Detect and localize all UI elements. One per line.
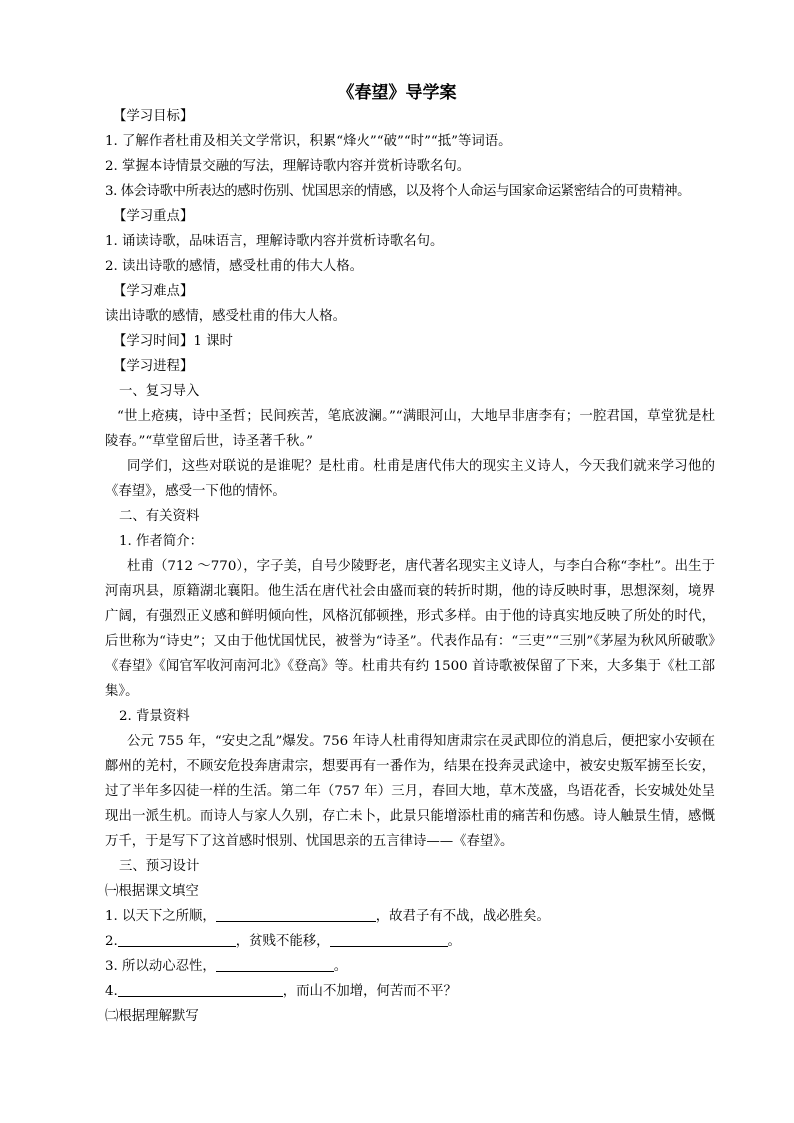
goals-heading: 【学习目标】	[113, 109, 194, 124]
section3-heading: 三、预习设计	[119, 859, 200, 874]
author-intro-text: 杜甫（712 ～770），字子美，自号少陵野老，唐代著名现实主义诗人，与李白合称“李杜”。出生于河南巩县，原籍湖北襄阳。他生活在唐代社会由盛而衰的转折时期，他的诗反映时事，思想深刻，境界广阔，有强烈正义感和鲜明倾向性，风格沉郁顿挫，形式多样。由于他的诗真实地反映了所处的时代，后世称为“诗史”；又由于他忧国忧民，被誉为“诗圣”。代表作品有：“三吏”“三别”《茅屋为秋风所破歌》《春望》《闻官军收河南河北》《登高》等。杜甫共有约 1500 首诗歌被保留了下来，大多集于《杜工部集》。	[105, 559, 715, 699]
fill-item-4-blank[interactable]	[118, 982, 283, 997]
difficulty-text: 读出诗歌的感情，感受杜甫的伟大人格。	[105, 309, 347, 324]
fill-item-1-suffix: ，故君子有不战，战必胜矣。	[375, 909, 550, 924]
fill-item-2-blank-a[interactable]	[118, 932, 236, 947]
study-time: 【学习时间】1 课时	[113, 334, 233, 349]
section1-intro: 同学们，这些对联说的是谁呢？是杜甫。杜甫是唐代伟大的现实主义诗人，今天我们就来学习他的《春望》，感受一下他的情怀。	[105, 459, 715, 499]
fill-item-3	[105, 954, 715, 979]
fill-item-1-prefix: 1. 以天下之所顺，	[105, 909, 216, 924]
section1-couplets: “世上疮痍，诗中圣哲；民间疾苦，笔底波澜。”“满眼河山，大地早非唐李有；一腔君国，草堂犹是杜陵春。”“草堂留后世，诗圣著千秋。”	[105, 409, 715, 449]
fill-item-3-blank[interactable]	[216, 957, 334, 972]
fill-item-4	[105, 979, 715, 1004]
document-body	[105, 104, 715, 1029]
process-heading: 【学习进程】	[113, 359, 194, 374]
goal-item-1: 1. 了解作者杜甫及相关文学常识，积累“烽火”“破”“时”“抵”等词语。	[105, 134, 512, 149]
key-points-heading: 【学习重点】	[113, 209, 194, 224]
fill-item-2	[105, 929, 715, 954]
author-intro-heading: 1. 作者简介：	[119, 534, 203, 549]
fill-blank-heading: ㈠根据课文填空	[105, 884, 199, 899]
section2-heading: 二、有关资料	[119, 509, 200, 524]
section1-heading: 一、复习导入	[119, 384, 200, 399]
fill-item-2-prefix: 2.	[105, 934, 118, 949]
key-point-item-2: 2. 读出诗歌的感情，感受杜甫的伟大人格。	[105, 259, 364, 274]
fill-item-1	[105, 904, 715, 929]
key-point-item-1: 1. 诵读诗歌，品味语言，理解诗歌内容并赏析诗歌名句。	[105, 234, 444, 249]
background-heading: 2. 背景资料	[119, 709, 190, 724]
difficulty-heading: 【学习难点】	[113, 284, 194, 299]
fill-item-3-prefix: 3. 所以动心忍性，	[105, 959, 216, 974]
page-title: 《春望》导学案	[337, 83, 457, 103]
fill-item-2-middle: ，贫贱不能移，	[235, 934, 330, 949]
fill-item-2-blank-b[interactable]	[330, 932, 448, 947]
fill-item-4-prefix: 4.	[105, 984, 118, 999]
goal-item-2: 2. 掌握本诗情景交融的写法，理解诗歌内容并赏析诗歌名句。	[105, 159, 471, 174]
fill-item-4-suffix: ，而山不加增，何苦而不平？	[282, 984, 457, 999]
fill-item-1-blank[interactable]	[216, 907, 376, 922]
fill-item-3-suffix: 。	[333, 959, 348, 974]
background-text: 公元 755 年，“安史之乱”爆发。756 年诗人杜甫得知唐肃宗在灵武即位的消息后，便把家小安顿在鄜州的羌村，不顾安危投奔唐肃宗，想要再有一番作为，结果在投奔灵武途中，被安史叛军掳至长安，过了半年多囚徒一样的生活。第二年（757 年）三月，春回大地，草木茂盛，鸟语花香，长安城处处呈现出一派生机。而诗人与家人久别，存亡未卜，此景只能增添杜甫的痛苦和伤感。诗人触景生情，感慨万千，于是写下了这首感时恨别、忧国思亲的五言律诗——《春望》。	[105, 734, 715, 849]
fill-item-2-suffix: 。	[447, 934, 461, 949]
goal-item-3: 3. 体会诗歌中所表达的感时伤别、忧国思亲的情感，以及将个人命运与国家命运紧密结合的可贵精神。	[105, 184, 691, 199]
dictation-heading: ㈡根据理解默写	[105, 1009, 199, 1024]
